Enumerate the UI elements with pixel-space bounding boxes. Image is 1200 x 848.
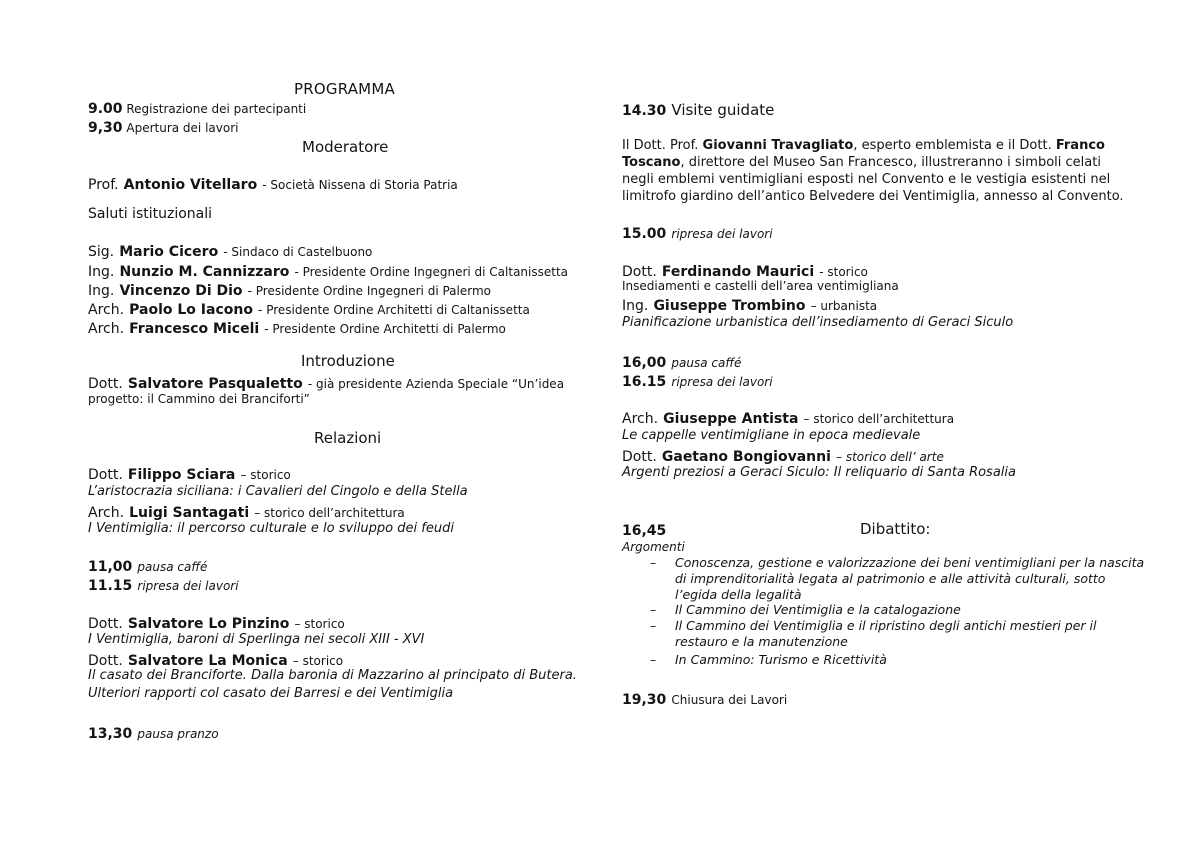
person-title: Sig. [88, 244, 115, 260]
break-item [622, 352, 741, 372]
schedule-text: ripresa dei lavori [137, 579, 239, 593]
moderator-line [88, 174, 458, 194]
schedule-text: Apertura dei lavori [126, 121, 239, 135]
break-item [88, 556, 207, 576]
resume-item [88, 575, 239, 595]
speaker-line [88, 502, 405, 522]
greetings-heading: Saluti istituzionali [88, 206, 213, 222]
debate-title: Dibattito: [860, 520, 931, 538]
program-title: PROGRAMMA [294, 80, 395, 98]
lunch-item [88, 723, 219, 743]
person-title: Dott. [622, 449, 657, 465]
schedule-text: Registrazione dei partecipanti [126, 102, 307, 116]
schedule-text: pausa pranzo [137, 727, 219, 741]
schedule-time: 11.15 [88, 578, 133, 594]
schedule-text: ripresa dei lavori [671, 375, 773, 389]
speaker-line [88, 613, 345, 633]
person-role: – storico dell’ arte [836, 450, 944, 464]
person-name: Francesco Miceli [129, 321, 260, 337]
person-name: Luigi Santagati [129, 505, 250, 521]
person-title: Arch. [88, 302, 125, 318]
schedule-text: Visite guidate [671, 101, 775, 119]
person-title: Dott. [622, 264, 657, 280]
person-role: - storico [819, 265, 868, 279]
person-role: – storico dell’architettura [803, 412, 955, 426]
schedule-item [88, 120, 238, 137]
talk-title-continued: Ulteriori rapporti col casato dei Barresi e dei Ventimiglia [88, 686, 454, 701]
schedule-time: 19,30 [622, 692, 667, 708]
schedule-text: Chiusura dei Lavori [671, 693, 788, 707]
visits-description: Il Dott. Prof. Giovanni Travagliato, esperto emblemista e il Dott. Franco Toscano, direttore del Museo San Francesco, illustreranno i simboli celati negli emblemi ventimigliani esposti nel Convento e le vestigia esistenti nel limitrofo giardino dell’antico Belvedere dei Ventimiglia, annesso al Convento. [622, 138, 1124, 204]
intro-role-continued: progetto: il Cammino dei Branciforti” [88, 392, 310, 406]
person-name: Nunzio M. Cannizzaro [119, 264, 290, 280]
person-name: Salvatore La Monica [127, 653, 288, 669]
list-bullet: – [650, 618, 657, 633]
list-item: Il Cammino dei Ventimiglia e la catalogazione [675, 602, 961, 617]
resume-item [622, 223, 773, 243]
person-name: Ferdinando Maurici [661, 264, 815, 280]
talk-title: Argenti preziosi a Geraci Siculo: Il reliquario di Santa Rosalia [622, 465, 1016, 480]
resume-item [622, 371, 773, 391]
person-title: Dott. [88, 653, 123, 669]
debate-label: Argomenti [622, 540, 685, 554]
person-name: Vincenzo Di Dio [119, 283, 243, 299]
schedule-time: 14.30 [622, 103, 667, 119]
greeting-item [88, 280, 491, 300]
person-role: – storico [294, 617, 345, 631]
greeting-item [88, 318, 506, 338]
schedule-text: ripresa dei lavori [671, 227, 773, 241]
talk-title: I Ventimiglia: il percorso culturale e lo sviluppo dei feudi [88, 521, 454, 536]
list-item: Conoscenza, gestione e valorizzazione dei beni ventimigliani per la nascita di imprenditorialità legata al patrimonio e alle attività culturali, sotto l’egida della legalità [675, 555, 1145, 602]
list-item: Il Cammino dei Ventimiglia e il ripristino degli antichi mestieri per il restauro e la manutenzione [675, 618, 1097, 649]
person-title: Dott. [88, 467, 123, 483]
moderator-heading: Moderatore [302, 138, 389, 156]
talk-title: Pianificazione urbanistica dell’insediamento di Geraci Siculo [622, 315, 1014, 330]
person-role: - Presidente Ordine Architetti di Palermo [264, 322, 506, 336]
closing-item [622, 689, 787, 709]
person-name: Filippo Sciara [127, 467, 236, 483]
person-name: Giuseppe Antista [663, 411, 799, 427]
talk-title: I Ventimiglia, baroni di Sperlinga nei secoli XIII - XVI [88, 632, 425, 647]
list-bullet: – [650, 555, 657, 570]
talk-title: Insediamenti e castelli dell’area ventimigliana [622, 279, 899, 293]
moderator-name: Antonio Vitellaro [123, 177, 258, 193]
schedule-time: 16,00 [622, 355, 667, 371]
reports-heading: Relazioni [314, 429, 382, 447]
person-name: Giuseppe Trombino [653, 298, 806, 314]
schedule-time: 15.00 [622, 226, 667, 242]
speaker-line [622, 261, 868, 281]
moderator-role: - Società Nissena di Storia Patria [262, 178, 458, 192]
person-role: - Presidente Ordine Ingegneri di Palermo [247, 284, 491, 298]
intro-line [88, 373, 564, 393]
schedule-item [88, 101, 306, 118]
person-name: Giovanni Travagliato [702, 138, 854, 153]
talk-title: Il casato dei Branciforte. Dalla baronia di Mazzarino al principato di Butera. [88, 668, 577, 683]
person-role: – storico [240, 468, 291, 482]
person-name: Franco Toscano [622, 138, 1105, 170]
person-title: Arch. [88, 321, 125, 337]
list-bullet: – [650, 652, 657, 667]
person-title: Arch. [88, 505, 125, 521]
schedule-time: 16.15 [622, 374, 667, 390]
greeting-item [88, 299, 530, 319]
person-title: Dott. [88, 616, 123, 632]
person-role: – urbanista [810, 299, 878, 313]
talk-title: L’aristocrazia siciliana: i Cavalieri del Cingolo e della Stella [88, 484, 468, 499]
person-title: Arch. [622, 411, 659, 427]
person-role: – storico dell’architettura [254, 506, 405, 520]
speaker-line [622, 295, 877, 315]
greeting-item [88, 241, 372, 261]
person-name: Salvatore Lo Pinzino [127, 616, 290, 632]
person-name: Gaetano Bongiovanni [661, 449, 831, 465]
person-role: - già presidente Azienda Speciale “Un’idea [307, 377, 565, 391]
intro-heading: Introduzione [301, 352, 395, 370]
schedule-time: 11,00 [88, 559, 133, 575]
speaker-line [622, 446, 944, 466]
person-name: Mario Cicero [119, 244, 219, 260]
person-role: - Presidente Ordine Architetti di Caltanissetta [258, 303, 530, 317]
list-bullet: – [650, 602, 657, 617]
person-name: Paolo Lo Iacono [129, 302, 253, 318]
person-title: Dott. [88, 376, 123, 392]
person-role: – storico [292, 654, 344, 668]
schedule-text: pausa caffé [671, 356, 742, 370]
speaker-line [88, 650, 343, 670]
speaker-line [88, 464, 291, 484]
visits-item [622, 100, 774, 120]
person-title: Ing. [622, 298, 649, 314]
person-role: - Sindaco di Castelbuono [223, 245, 373, 259]
schedule-time: 9,30 [88, 120, 123, 136]
greeting-item [88, 261, 568, 281]
talk-title: Le cappelle ventimigliane in epoca medievale [622, 428, 921, 443]
list-item: In Cammino: Turismo e Ricettività [675, 652, 887, 667]
person-title: Ing. [88, 283, 115, 299]
moderator-title: Prof. [88, 177, 119, 193]
person-name: Salvatore Pasqualetto [127, 376, 303, 392]
person-role: - Presidente Ordine Ingegneri di Caltanissetta [294, 265, 569, 279]
speaker-line [622, 408, 954, 428]
schedule-time: 13,30 [88, 726, 133, 742]
schedule-text: pausa caffé [137, 560, 208, 574]
person-title: Ing. [88, 264, 115, 280]
debate-time: 16,45 [622, 523, 667, 539]
schedule-time: 9.00 [88, 101, 123, 117]
